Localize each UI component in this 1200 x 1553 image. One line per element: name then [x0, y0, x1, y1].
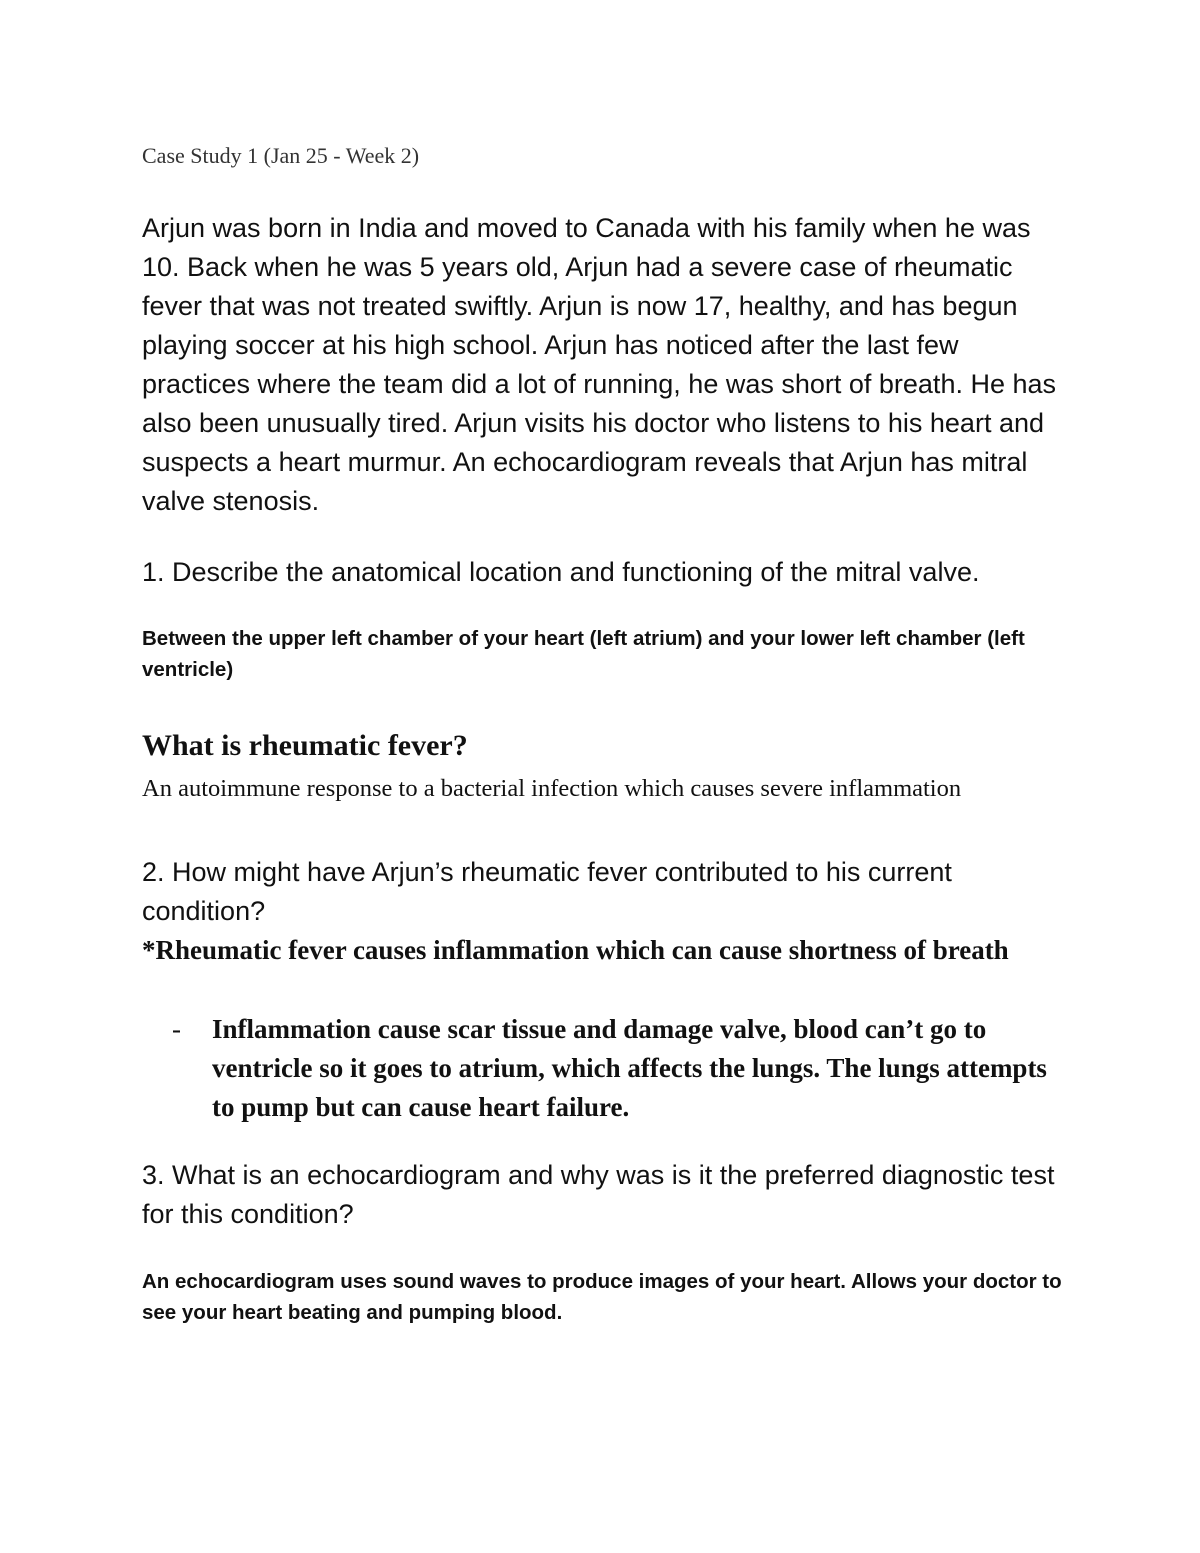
rheumatic-fever-heading: What is rheumatic fever?	[142, 729, 468, 762]
answer-3: An echocardiogram uses sound waves to produce images of your heart. Allows your doctor to see your heart beating and pumping blood.	[142, 1270, 1062, 1324]
answer-2-bullet-text: Inflammation cause scar tissue and damage valve, blood can’t go to ventricle so it goes to atrium, which affects the lungs. The lungs attempts to pump but can cause heart failure.	[212, 1014, 1047, 1122]
bullet-dash: -	[172, 1014, 181, 1044]
question-1: 1. Describe the anatomical location and functioning of the mitral valve.	[142, 557, 980, 587]
rheumatic-fever-answer: An autoimmune response to a bacterial infection which causes severe inflammation	[142, 775, 962, 802]
answer-2: *Rheumatic fever causes inflammation which can cause shortness of breath	[142, 935, 1009, 965]
document-title: Case Study 1 (Jan 25 - Week 2)	[142, 143, 420, 168]
answer-1: Between the upper left chamber of your heart (left atrium) and your lower left chamber (left ventricle)	[142, 627, 1025, 681]
question-2: 2. How might have Arjun’s rheumatic fever contributed to his current condition?	[142, 857, 952, 926]
case-intro-paragraph: Arjun was born in India and moved to Canada with his family when he was 10. Back when he was 5 years old, Arjun had a severe case of rheumatic fever that was not treated swiftly. Arjun is now 17, healthy, and has begun playing soccer at his high school. Arjun has noticed after the last few practices where the team did a lot of running, he was short of breath. He has also been unusually tired. Arjun visits his doctor who listens to his heart and suspects a heart murmur. An echocardiogram reveals that Arjun has mitral valve stenosis.	[142, 213, 1057, 516]
question-3: 3. What is an echocardiogram and why was is it the preferred diagnostic test for this condition?	[142, 1160, 1055, 1229]
